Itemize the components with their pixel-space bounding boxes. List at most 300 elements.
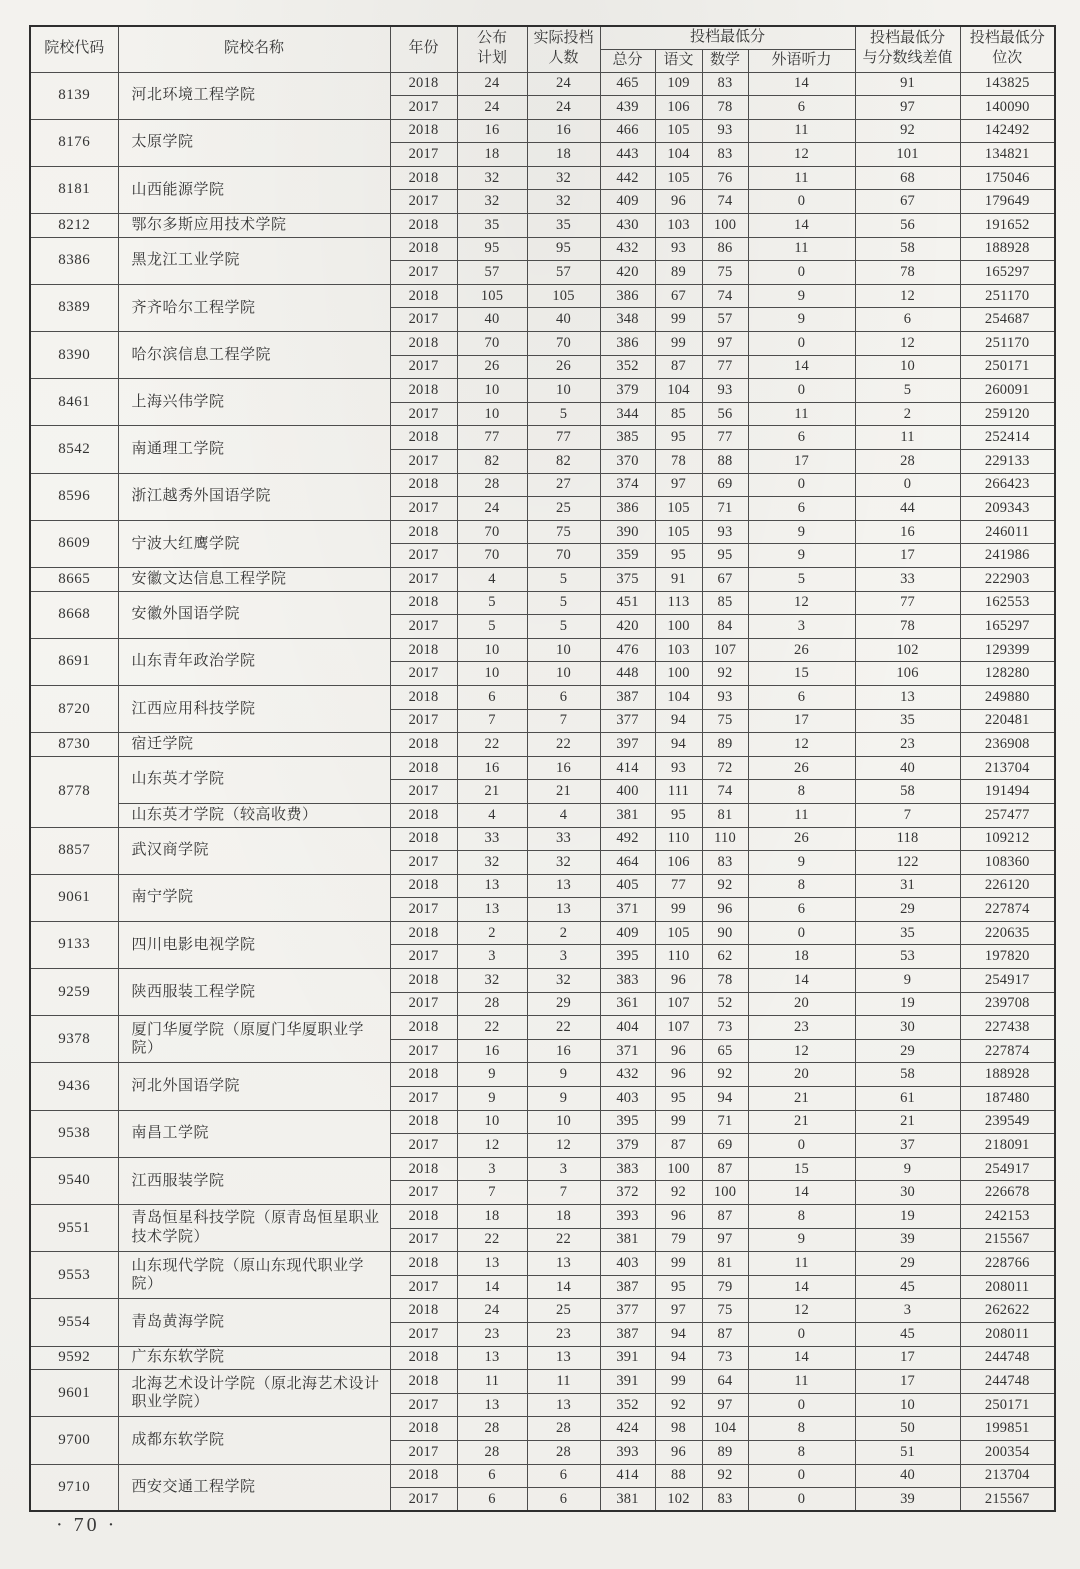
table-body [30, 72, 1055, 1511]
year-cell: 2017 [390, 1181, 457, 1205]
school-code-cell: 8691 [30, 638, 118, 685]
listening-cell: 9 [748, 1228, 855, 1252]
rank-cell: 175046 [960, 166, 1055, 190]
year-cell: 2017 [390, 355, 457, 379]
school-name-cell: 宁波大红鹰学院 [118, 520, 390, 567]
header-total-score: 总分 [600, 49, 655, 72]
math-cell: 74 [702, 780, 748, 804]
rank-cell: 200354 [960, 1440, 1055, 1464]
table-row [30, 119, 1055, 143]
school-code-cell: 9551 [30, 1205, 118, 1252]
header-chinese: 语文 [655, 49, 702, 72]
year-cell: 2018 [390, 685, 457, 709]
chinese-cell: 92 [655, 1393, 702, 1417]
actual-cell: 40 [527, 308, 600, 332]
math-cell: 57 [702, 308, 748, 332]
actual-cell: 16 [527, 119, 600, 143]
listening-cell: 14 [748, 355, 855, 379]
chinese-cell: 92 [655, 1181, 702, 1205]
plan-cell: 22 [457, 1228, 527, 1252]
total-cell: 443 [600, 143, 655, 167]
school-name-cell: 黑龙江工业学院 [118, 237, 390, 284]
rank-cell: 140090 [960, 96, 1055, 120]
year-cell: 2018 [390, 72, 457, 96]
diff-cell: 28 [855, 450, 960, 474]
actual-cell: 10 [527, 1110, 600, 1134]
math-cell: 93 [702, 119, 748, 143]
chinese-cell: 93 [655, 237, 702, 261]
table-row [30, 1417, 1055, 1441]
actual-cell: 24 [527, 96, 600, 120]
header-rank [960, 26, 1055, 72]
year-cell: 2018 [390, 733, 457, 757]
rank-cell: 129399 [960, 638, 1055, 662]
diff-cell: 37 [855, 1134, 960, 1158]
header-plan-line2: 计划 [476, 50, 507, 67]
school-code-cell: 9710 [30, 1464, 118, 1511]
math-cell: 97 [702, 1228, 748, 1252]
diff-cell: 40 [855, 756, 960, 780]
chinese-cell: 96 [655, 1205, 702, 1229]
year-cell: 2018 [390, 214, 457, 238]
total-cell: 403 [600, 1087, 655, 1111]
listening-cell: 9 [748, 544, 855, 568]
rank-cell: 239708 [960, 992, 1055, 1016]
diff-cell: 45 [855, 1322, 960, 1346]
table-header [30, 26, 1055, 72]
rank-cell: 257477 [960, 803, 1055, 827]
diff-cell: 102 [855, 638, 960, 662]
listening-cell: 0 [748, 1393, 855, 1417]
school-name-cell: 山东英才学院 [118, 756, 390, 803]
diff-cell: 29 [855, 1039, 960, 1063]
diff-cell: 10 [855, 355, 960, 379]
total-cell: 430 [600, 214, 655, 238]
year-cell: 2017 [390, 1275, 457, 1299]
math-cell: 78 [702, 96, 748, 120]
year-cell: 2018 [390, 119, 457, 143]
chinese-cell: 105 [655, 119, 702, 143]
total-cell: 383 [600, 1157, 655, 1181]
school-code-cell: 9061 [30, 874, 118, 921]
listening-cell: 18 [748, 945, 855, 969]
listening-cell: 20 [748, 1063, 855, 1087]
rank-cell: 229133 [960, 450, 1055, 474]
year-cell: 2018 [390, 166, 457, 190]
total-cell: 344 [600, 402, 655, 426]
total-cell: 476 [600, 638, 655, 662]
plan-cell: 6 [457, 1464, 527, 1488]
diff-cell: 78 [855, 615, 960, 639]
math-cell: 86 [702, 237, 748, 261]
rank-cell: 244748 [960, 1370, 1055, 1394]
math-cell: 75 [702, 709, 748, 733]
diff-cell: 29 [855, 898, 960, 922]
math-cell: 87 [702, 1205, 748, 1229]
header-plan-line1: 公布 [476, 30, 507, 47]
chinese-cell: 104 [655, 685, 702, 709]
listening-cell: 14 [748, 1181, 855, 1205]
school-name-cell: 南宁学院 [118, 874, 390, 921]
chinese-cell: 109 [655, 72, 702, 96]
math-cell: 89 [702, 1440, 748, 1464]
actual-cell: 21 [527, 780, 600, 804]
year-cell: 2018 [390, 1157, 457, 1181]
total-cell: 377 [600, 1299, 655, 1323]
total-cell: 387 [600, 1322, 655, 1346]
actual-cell: 18 [527, 143, 600, 167]
year-cell: 2017 [390, 1134, 457, 1158]
actual-cell: 6 [527, 1464, 600, 1488]
total-cell: 420 [600, 261, 655, 285]
math-cell: 81 [702, 1252, 748, 1276]
total-cell: 381 [600, 803, 655, 827]
diff-cell: 12 [855, 284, 960, 308]
total-cell: 370 [600, 450, 655, 474]
year-cell: 2017 [390, 662, 457, 686]
math-cell: 92 [702, 662, 748, 686]
diff-cell: 19 [855, 1205, 960, 1229]
rank-cell: 260091 [960, 379, 1055, 403]
total-cell: 405 [600, 874, 655, 898]
year-cell: 2018 [390, 1370, 457, 1394]
table-row [30, 1370, 1055, 1394]
total-cell: 359 [600, 544, 655, 568]
plan-cell: 18 [457, 143, 527, 167]
actual-cell: 13 [527, 1393, 600, 1417]
school-name-cell: 太原学院 [118, 119, 390, 166]
school-name-cell: 青岛黄海学院 [118, 1299, 390, 1346]
plan-cell: 28 [457, 1417, 527, 1441]
listening-cell: 0 [748, 1464, 855, 1488]
listening-cell: 11 [748, 402, 855, 426]
actual-cell: 32 [527, 190, 600, 214]
diff-cell: 6 [855, 308, 960, 332]
chinese-cell: 96 [655, 1063, 702, 1087]
school-code-cell: 8668 [30, 591, 118, 638]
school-code-cell: 8139 [30, 72, 118, 119]
year-cell: 2017 [390, 497, 457, 521]
plan-cell: 16 [457, 119, 527, 143]
school-name-cell: 鄂尔多斯应用技术学院 [118, 214, 390, 238]
school-code-cell: 9601 [30, 1370, 118, 1417]
diff-cell: 10 [855, 1393, 960, 1417]
total-cell: 420 [600, 615, 655, 639]
listening-cell: 15 [748, 662, 855, 686]
diff-cell: 17 [855, 1370, 960, 1394]
actual-cell: 7 [527, 709, 600, 733]
rank-cell: 128280 [960, 662, 1055, 686]
chinese-cell: 110 [655, 945, 702, 969]
rank-cell: 191494 [960, 780, 1055, 804]
plan-cell: 33 [457, 827, 527, 851]
diff-cell: 77 [855, 591, 960, 615]
plan-cell: 5 [457, 591, 527, 615]
school-code-cell: 9538 [30, 1110, 118, 1157]
plan-cell: 32 [457, 969, 527, 993]
year-cell: 2018 [390, 969, 457, 993]
year-cell: 2018 [390, 1205, 457, 1229]
listening-cell: 8 [748, 1417, 855, 1441]
listening-cell: 5 [748, 567, 855, 591]
plan-cell: 13 [457, 1252, 527, 1276]
chinese-cell: 95 [655, 1275, 702, 1299]
diff-cell: 3 [855, 1299, 960, 1323]
actual-cell: 70 [527, 544, 600, 568]
listening-cell: 9 [748, 308, 855, 332]
math-cell: 77 [702, 426, 748, 450]
listening-cell: 0 [748, 190, 855, 214]
actual-cell: 77 [527, 426, 600, 450]
math-cell: 93 [702, 685, 748, 709]
rank-cell: 218091 [960, 1134, 1055, 1158]
diff-cell: 29 [855, 1252, 960, 1276]
chinese-cell: 102 [655, 1488, 702, 1512]
year-cell: 2018 [390, 332, 457, 356]
year-cell: 2018 [390, 1252, 457, 1276]
diff-cell: 118 [855, 827, 960, 851]
listening-cell: 8 [748, 780, 855, 804]
math-cell: 76 [702, 166, 748, 190]
table-row [30, 969, 1055, 993]
rank-cell: 215567 [960, 1228, 1055, 1252]
total-cell: 377 [600, 709, 655, 733]
listening-cell: 11 [748, 119, 855, 143]
plan-cell: 13 [457, 1393, 527, 1417]
math-cell: 96 [702, 898, 748, 922]
total-cell: 387 [600, 685, 655, 709]
plan-cell: 9 [457, 1063, 527, 1087]
rank-cell: 239549 [960, 1110, 1055, 1134]
table-row [30, 567, 1055, 591]
school-code-cell: 9553 [30, 1252, 118, 1299]
actual-cell: 3 [527, 945, 600, 969]
chinese-cell: 107 [655, 992, 702, 1016]
rank-cell: 254917 [960, 969, 1055, 993]
total-cell: 386 [600, 332, 655, 356]
listening-cell: 26 [748, 756, 855, 780]
school-name-cell: 武汉商学院 [118, 827, 390, 874]
total-cell: 442 [600, 166, 655, 190]
listening-cell: 21 [748, 1087, 855, 1111]
school-code-cell: 9540 [30, 1157, 118, 1204]
school-code-cell: 8212 [30, 214, 118, 238]
chinese-cell: 99 [655, 1252, 702, 1276]
school-name-cell: 厦门华厦学院（原厦门华厦职业学院） [118, 1016, 390, 1063]
diff-cell: 58 [855, 1063, 960, 1087]
school-code-cell: 8389 [30, 284, 118, 331]
listening-cell: 9 [748, 284, 855, 308]
math-cell: 74 [702, 190, 748, 214]
table-row [30, 921, 1055, 945]
school-name-cell: 宿迁学院 [118, 733, 390, 757]
actual-cell: 27 [527, 473, 600, 497]
actual-cell: 14 [527, 1275, 600, 1299]
listening-cell: 14 [748, 969, 855, 993]
chinese-cell: 91 [655, 567, 702, 591]
chinese-cell: 113 [655, 591, 702, 615]
plan-cell: 3 [457, 1157, 527, 1181]
total-cell: 387 [600, 1275, 655, 1299]
actual-cell: 13 [527, 1346, 600, 1370]
header-rank-line2: 位次 [992, 50, 1023, 67]
plan-cell: 70 [457, 332, 527, 356]
total-cell: 348 [600, 308, 655, 332]
total-cell: 465 [600, 72, 655, 96]
chinese-cell: 99 [655, 308, 702, 332]
actual-cell: 5 [527, 402, 600, 426]
school-name-cell: 成都东软学院 [118, 1417, 390, 1464]
math-cell: 100 [702, 214, 748, 238]
header-diff-line2: 与分数线差值 [862, 50, 953, 67]
diff-cell: 122 [855, 851, 960, 875]
diff-cell: 30 [855, 1016, 960, 1040]
table-row [30, 756, 1055, 780]
school-code-cell: 8720 [30, 685, 118, 732]
table-row [30, 1205, 1055, 1229]
year-cell: 2017 [390, 308, 457, 332]
math-cell: 79 [702, 1275, 748, 1299]
total-cell: 375 [600, 567, 655, 591]
year-cell: 2018 [390, 874, 457, 898]
diff-cell: 13 [855, 685, 960, 709]
year-cell: 2017 [390, 402, 457, 426]
rank-cell: 262622 [960, 1299, 1055, 1323]
actual-cell: 10 [527, 638, 600, 662]
plan-cell: 26 [457, 355, 527, 379]
diff-cell: 40 [855, 1464, 960, 1488]
listening-cell: 11 [748, 803, 855, 827]
school-name-cell: 安徽外国语学院 [118, 591, 390, 638]
chinese-cell: 100 [655, 1157, 702, 1181]
math-cell: 92 [702, 1464, 748, 1488]
total-cell: 361 [600, 992, 655, 1016]
header-actual [527, 26, 600, 72]
chinese-cell: 94 [655, 733, 702, 757]
listening-cell: 23 [748, 1016, 855, 1040]
total-cell: 372 [600, 1181, 655, 1205]
rank-cell: 162553 [960, 591, 1055, 615]
chinese-cell: 96 [655, 969, 702, 993]
total-cell: 432 [600, 237, 655, 261]
diff-cell: 39 [855, 1488, 960, 1512]
total-cell: 381 [600, 1488, 655, 1512]
table-row [30, 827, 1055, 851]
diff-cell: 35 [855, 921, 960, 945]
chinese-cell: 105 [655, 520, 702, 544]
year-cell: 2018 [390, 520, 457, 544]
year-cell: 2017 [390, 780, 457, 804]
plan-cell: 10 [457, 662, 527, 686]
chinese-cell: 99 [655, 332, 702, 356]
plan-cell: 22 [457, 1016, 527, 1040]
school-code-cell: 8596 [30, 473, 118, 520]
school-code-cell: 8730 [30, 733, 118, 757]
school-code-cell: 8857 [30, 827, 118, 874]
plan-cell: 9 [457, 1087, 527, 1111]
plan-cell: 13 [457, 898, 527, 922]
school-code-cell: 9378 [30, 1016, 118, 1063]
school-name-cell: 南通理工学院 [118, 426, 390, 473]
chinese-cell: 87 [655, 1134, 702, 1158]
school-code-cell: 8609 [30, 520, 118, 567]
plan-cell: 7 [457, 709, 527, 733]
math-cell: 73 [702, 1016, 748, 1040]
school-name-cell: 青岛恒星科技学院（原青岛恒星职业技术学院） [118, 1205, 390, 1252]
year-cell: 2018 [390, 756, 457, 780]
school-name-cell: 江西服装学院 [118, 1157, 390, 1204]
rank-cell: 259120 [960, 402, 1055, 426]
year-cell: 2018 [390, 1299, 457, 1323]
listening-cell: 8 [748, 874, 855, 898]
actual-cell: 13 [527, 898, 600, 922]
plan-cell: 16 [457, 756, 527, 780]
plan-cell: 32 [457, 166, 527, 190]
chinese-cell: 96 [655, 1039, 702, 1063]
diff-cell: 51 [855, 1440, 960, 1464]
listening-cell: 0 [748, 473, 855, 497]
rank-cell: 208011 [960, 1322, 1055, 1346]
actual-cell: 22 [527, 1016, 600, 1040]
plan-cell: 28 [457, 473, 527, 497]
plan-cell: 24 [457, 497, 527, 521]
listening-cell: 11 [748, 1370, 855, 1394]
chinese-cell: 105 [655, 166, 702, 190]
total-cell: 383 [600, 969, 655, 993]
school-name-cell: 哈尔滨信息工程学院 [118, 332, 390, 379]
diff-cell: 101 [855, 143, 960, 167]
listening-cell: 9 [748, 851, 855, 875]
rank-cell: 188928 [960, 1063, 1055, 1087]
actual-cell: 33 [527, 827, 600, 851]
plan-cell: 10 [457, 379, 527, 403]
year-cell: 2018 [390, 921, 457, 945]
actual-cell: 26 [527, 355, 600, 379]
actual-cell: 32 [527, 851, 600, 875]
math-cell: 85 [702, 591, 748, 615]
plan-cell: 21 [457, 780, 527, 804]
plan-cell: 4 [457, 567, 527, 591]
actual-cell: 25 [527, 1299, 600, 1323]
plan-cell: 105 [457, 284, 527, 308]
rank-cell: 134821 [960, 143, 1055, 167]
rank-cell: 241986 [960, 544, 1055, 568]
plan-cell: 24 [457, 96, 527, 120]
actual-cell: 9 [527, 1087, 600, 1111]
diff-cell: 58 [855, 237, 960, 261]
school-code-cell: 9259 [30, 969, 118, 1016]
year-cell: 2017 [390, 143, 457, 167]
rank-cell: 246011 [960, 520, 1055, 544]
school-name-cell: 四川电影电视学院 [118, 921, 390, 968]
actual-cell: 13 [527, 1252, 600, 1276]
actual-cell: 28 [527, 1440, 600, 1464]
rank-cell: 242153 [960, 1205, 1055, 1229]
math-cell: 64 [702, 1370, 748, 1394]
plan-cell: 24 [457, 1299, 527, 1323]
listening-cell: 12 [748, 733, 855, 757]
listening-cell: 21 [748, 1110, 855, 1134]
table-row [30, 379, 1055, 403]
plan-cell: 70 [457, 544, 527, 568]
math-cell: 71 [702, 497, 748, 521]
school-name-cell: 上海兴伟学院 [118, 379, 390, 426]
diff-cell: 0 [855, 473, 960, 497]
table-row [30, 520, 1055, 544]
school-name-cell: 山东现代学院（原山东现代职业学院） [118, 1252, 390, 1299]
year-cell: 2018 [390, 1063, 457, 1087]
listening-cell: 12 [748, 1299, 855, 1323]
